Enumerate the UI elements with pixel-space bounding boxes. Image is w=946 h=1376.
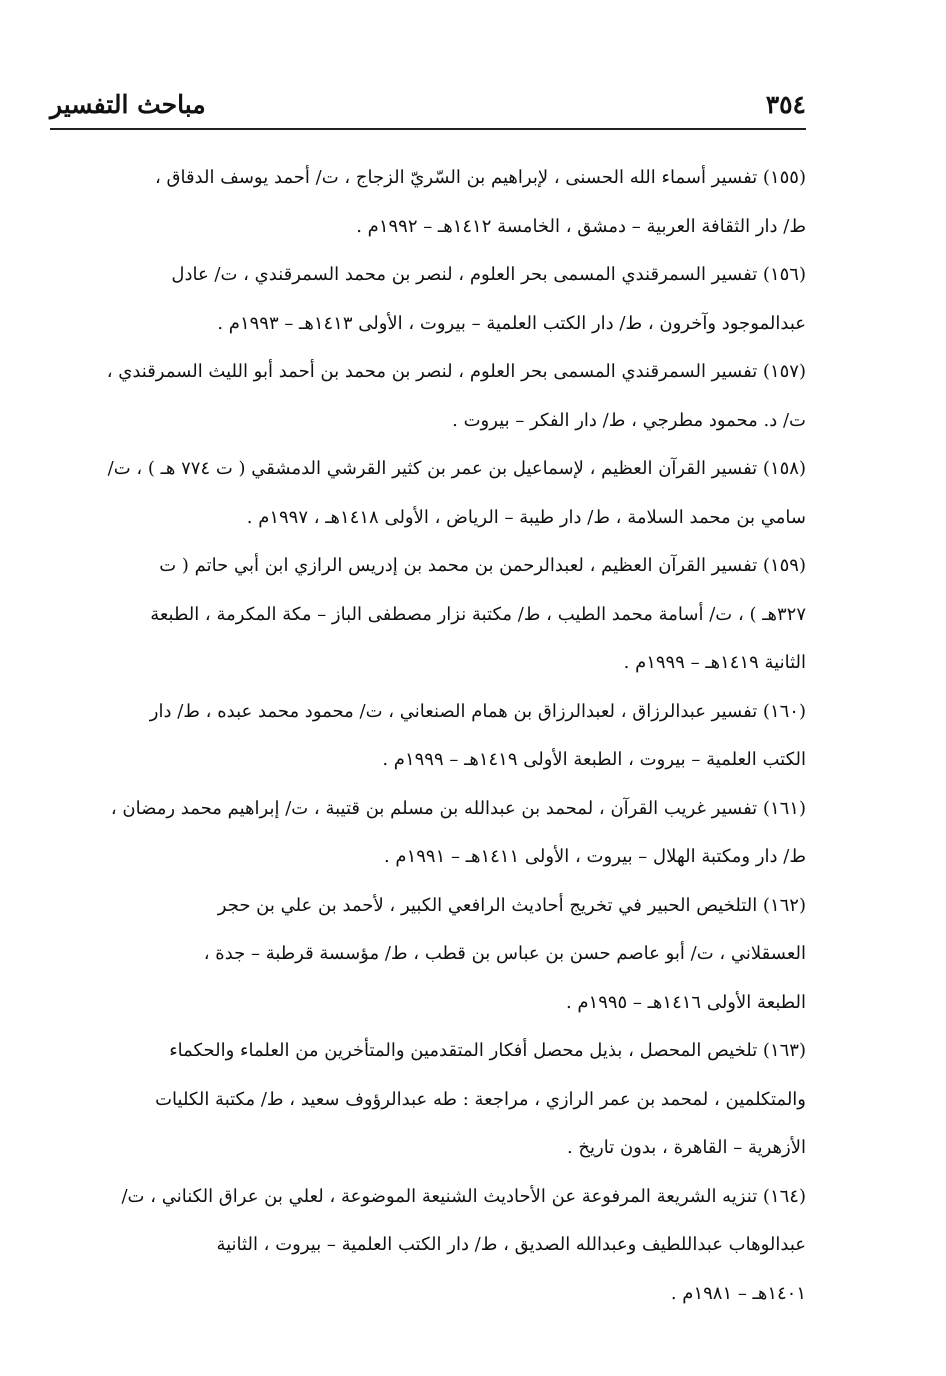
entry-line: العسقلاني ، ت/ أبو عاصم حسن بن عباس بن قطب ، ط/ مؤسسة قرطبة – جدة ، bbox=[203, 943, 806, 964]
entry-line: (١٥٦) تفسير السمرقندي المسمى بحر العلوم ، لنصر بن محمد السمرقندي ، ت/ عادل bbox=[171, 264, 806, 285]
bibliography-entry bbox=[50, 688, 806, 785]
bibliography-entry bbox=[50, 542, 806, 688]
bibliography-entry bbox=[50, 154, 806, 251]
entry-line: ط/ دار الثقافة العربية – دمشق ، الخامسة ١٤١٢هـ – ١٩٩٢م . bbox=[356, 215, 806, 237]
entry-line: (١٦٠) تفسير عبدالرزاق ، لعبدالرزاق بن همام الصنعاني ، ت/ محمود محمد عبده ، ط/ دار bbox=[149, 700, 806, 722]
bibliography-entry bbox=[50, 882, 806, 1028]
page-header bbox=[50, 86, 806, 130]
entry-line: ١٤٠١هـ – ١٩٨١م . bbox=[670, 1282, 806, 1304]
entry-line: ط/ دار ومكتبة الهلال – بيروت ، الأولى ١٤١١هـ – ١٩٩١م . bbox=[383, 846, 806, 867]
entry-line: (١٦٣) تلخيص المحصل ، بذيل محصل أفكار المتقدمين والمتأخرين من العلماء والحكماء bbox=[169, 1040, 806, 1061]
bibliography-entry bbox=[50, 1027, 806, 1173]
bibliography-entry bbox=[50, 251, 806, 348]
page-number: ٣٥٤ bbox=[765, 90, 806, 119]
entry-line: عبدالموجود وآخرون ، ط/ دار الكتب العلمية – بيروت ، الأولى ١٤١٣هـ – ١٩٩٣م . bbox=[217, 312, 806, 334]
bibliography-entry bbox=[50, 785, 806, 882]
entry-line: سامي بن محمد السلامة ، ط/ دار طيبة – الرياض ، الأولى ١٤١٨هـ ، ١٩٩٧م . bbox=[246, 506, 806, 528]
entry-line: الأزهرية – القاهرة ، بدون تاريخ . bbox=[566, 1137, 806, 1158]
entry-line: الثانية ١٤١٩هـ – ١٩٩٩م . bbox=[623, 652, 806, 673]
running-title: مباحث التفسير bbox=[50, 90, 206, 119]
entry-line: (١٦٤) تنزيه الشريعة المرفوعة عن الأحاديث الشنيعة الموضوعة ، لعلي بن عراق الكناني ، ت/ bbox=[121, 1185, 806, 1207]
bibliography-entry bbox=[50, 348, 806, 445]
entry-line: (١٦١) تفسير غريب القرآن ، لمحمد بن عبدالله بن مسلم بن قتيبة ، ت/ إبراهيم محمد رمضان ، bbox=[110, 797, 806, 819]
entry-line: ت/ د. محمود مطرجي ، ط/ دار الفكر – بيروت . bbox=[452, 409, 806, 431]
entry-line: والمتكلمين ، لمحمد بن عمر الرازي ، مراجعة : طه عبدالرؤوف سعيد ، ط/ مكتبة الكليات bbox=[155, 1088, 806, 1110]
entry-line: الكتب العلمية – بيروت ، الطبعة الأولى ١٤١٩هـ – ١٩٩٩م . bbox=[382, 749, 806, 770]
entry-line: (١٥٥) تفسير أسماء الله الحسنى ، لإبراهيم بن السّريّ الزجاج ، ت/ أحمد يوسف الدقاق ، bbox=[154, 167, 806, 188]
entry-line: (١٥٧) تفسير السمرقندي المسمى بحر العلوم ، لنصر بن محمد بن أحمد أبو الليث السمرقندي ، bbox=[106, 361, 806, 382]
entry-line: الطبعة الأولى ١٤١٦هـ – ١٩٩٥م . bbox=[565, 991, 806, 1013]
entry-line: (١٦٢) التلخيص الحبير في تخريج أحاديث الرافعي الكبير ، لأحمد بن علي بن حجر bbox=[217, 894, 806, 916]
entry-line: (١٥٩) تفسير القرآن العظيم ، لعبدالرحمن بن محمد بن إدريس الرازي ابن أبي حاتم ( ت bbox=[159, 555, 806, 576]
entry-line: (١٥٨) تفسير القرآن العظيم ، لإسماعيل بن عمر بن كثير القرشي الدمشقي ( ت ٧٧٤ هـ ) ، ت/ bbox=[107, 458, 806, 479]
entry-line: عبدالوهاب عبداللطيف وعبدالله الصديق ، ط/ دار الكتب العلمية – بيروت ، الثانية bbox=[216, 1234, 806, 1255]
bibliography-entry bbox=[50, 1173, 806, 1319]
bibliography-list bbox=[50, 154, 806, 1318]
entry-line: ٣٢٧هـ ) ، ت/ أسامة محمد الطيب ، ط/ مكتبة نزار مصطفى الباز – مكة المكرمة ، الطبعة bbox=[150, 603, 806, 625]
bibliography-entry bbox=[50, 445, 806, 542]
